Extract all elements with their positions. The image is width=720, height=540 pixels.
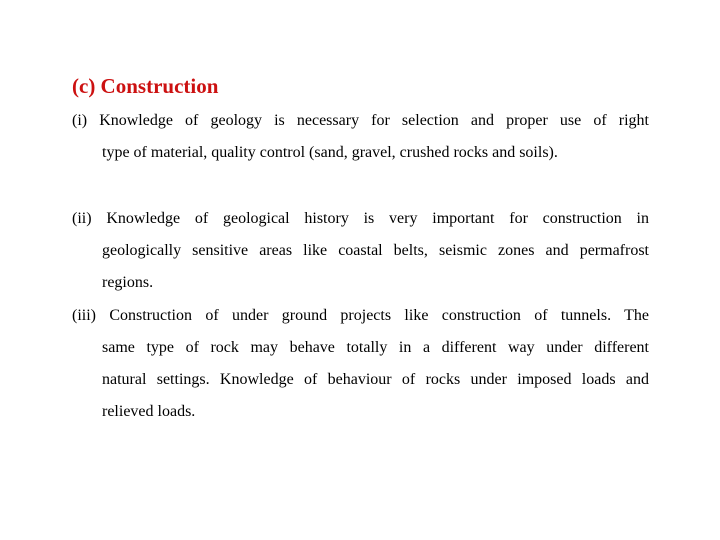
item-line: same type of rock may behave totally in a different way under different [102,339,649,356]
item-line: regions. [102,274,154,291]
item-line: (iii) Construction of under ground projects like construction of tunnels. The [72,307,649,324]
item-line: (i) Knowledge of geology is necessary for selection and proper use of right [72,112,649,129]
section-heading: (c) Construction [72,74,219,98]
list-item-iii [72,300,649,428]
list-item-i [72,105,649,169]
list-item-ii [72,203,649,299]
item-line: natural settings. Knowledge of behaviour of rocks under imposed loads and [102,371,649,388]
item-line: type of material, quality control (sand, gravel, crushed rocks and soils). [102,144,558,161]
item-line: geologically sensitive areas like coastal belts, seismic zones and permafrost [102,242,649,259]
item-line: (ii) Knowledge of geological history is very important for construction in [72,210,649,227]
item-line: relieved loads. [102,403,196,420]
